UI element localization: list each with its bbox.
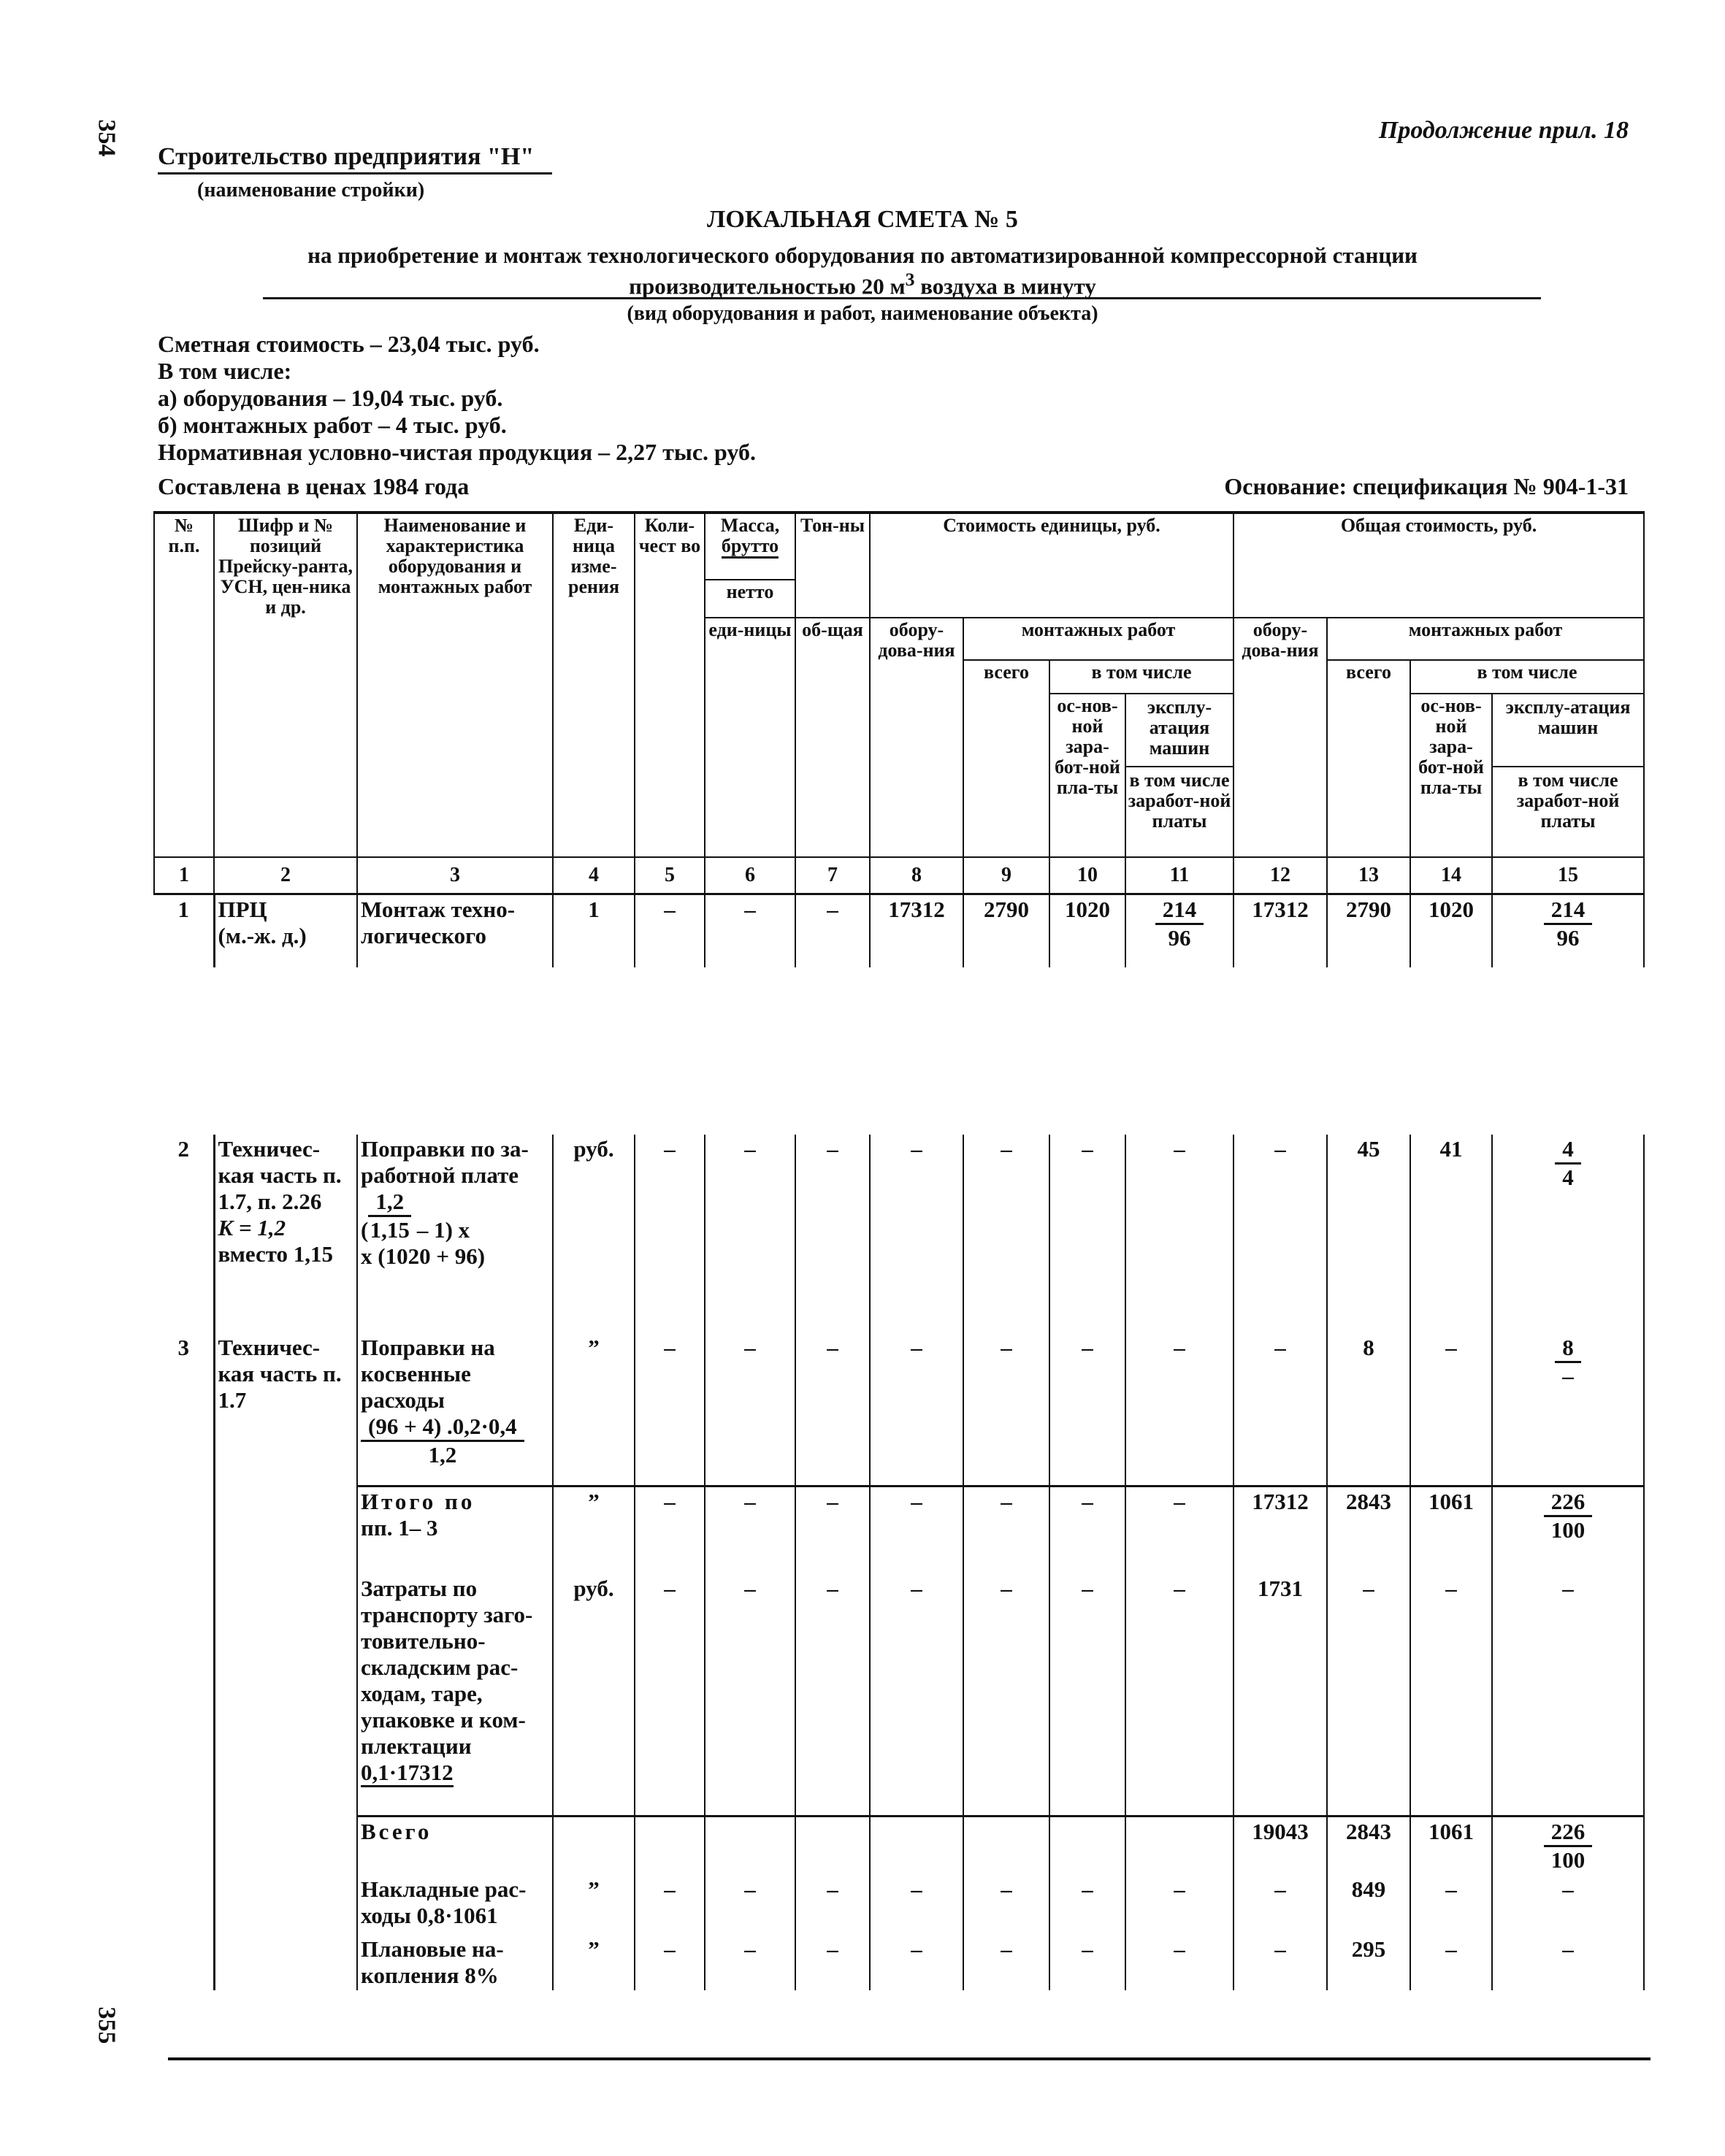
row-wages: –: [1049, 1935, 1125, 1990]
header-total-cost: Общая стоимость, руб.: [1233, 513, 1644, 618]
row-name: [357, 1486, 553, 1574]
estimate-table: [153, 511, 1645, 1990]
row-qty: –: [635, 1935, 705, 1990]
table-row: [154, 1333, 1644, 1486]
row-t-mach-den: 100: [1550, 1847, 1586, 1873]
row-name-a: Поправки по за-работной плате: [361, 1135, 529, 1188]
row-t-inst: 2843: [1327, 1817, 1410, 1876]
row-t-mach: –: [1492, 1574, 1644, 1817]
row-name-frac-den: 1,15: [370, 1216, 410, 1243]
row-t-inst: 2843: [1327, 1486, 1410, 1574]
row-t-mach: [1492, 1817, 1644, 1876]
col-number: 11: [1125, 857, 1233, 894]
row-mach-den: 96: [1168, 925, 1191, 951]
row-code-b: (м.-ж. д.): [218, 923, 307, 948]
row-no: 3: [177, 1334, 189, 1360]
row-t-inst: 295: [1327, 1935, 1410, 1990]
title-line-2-text: производительностью 20 м: [629, 273, 906, 299]
row-t-inst: 2790: [1327, 894, 1410, 967]
col-number: 15: [1492, 857, 1644, 894]
row-mass-total: –: [795, 1135, 870, 1333]
row-t-mach: [1492, 894, 1644, 967]
row-name-a: Монтаж техно-: [361, 897, 516, 922]
row-t-mach-den: 4: [1562, 1164, 1574, 1190]
row-t-mach: –: [1492, 1935, 1644, 1990]
col-number: 12: [1233, 857, 1327, 894]
info-installation: б) монтажных работ – 4 тыс. руб.: [158, 412, 507, 438]
row-equip: 17312: [870, 894, 963, 967]
info-including: В том числе:: [158, 358, 292, 384]
header-t-machines-label: эксплу-атация машин: [1493, 694, 1643, 767]
total-row: [154, 1817, 1644, 1876]
page-number-top: 354: [93, 119, 121, 157]
row-unit: 1: [553, 894, 635, 967]
title-line-2-sup: 3: [905, 269, 915, 290]
row-name-b: логического: [361, 923, 486, 948]
savings-row: [154, 1935, 1644, 1990]
header-mass-brutto: брутто: [722, 535, 779, 559]
row-inst: 2790: [963, 894, 1049, 967]
info-equipment: а) оборудования – 19,04 тыс. руб.: [158, 385, 503, 411]
row-t-mach: [1492, 1135, 1644, 1333]
row-mass-total: –: [795, 1935, 870, 1990]
row-t-mach: –: [1492, 1875, 1644, 1935]
row-name-frac-den: 1,2: [428, 1441, 457, 1468]
row-inst: –: [963, 1486, 1049, 1574]
column-numbers-row: [154, 857, 1644, 894]
row-no: 1: [177, 897, 189, 922]
row-mach: –: [1125, 1486, 1233, 1574]
row-t-mach-frac: [1555, 1335, 1581, 1389]
row-mass-total: –: [795, 1574, 870, 1817]
header-total: всего: [963, 660, 1049, 857]
row-qty: –: [635, 894, 705, 967]
row-equip: –: [870, 1135, 963, 1333]
table-row: [154, 894, 1644, 967]
row-t-inst: 8: [1327, 1333, 1410, 1486]
row-wages: –: [1049, 1486, 1125, 1574]
col-number: 1: [154, 857, 214, 894]
col-number: 8: [870, 857, 963, 894]
header-equipment: обору-дова-ния: [870, 618, 963, 857]
row-t-equip: –: [1233, 1935, 1327, 1990]
row-equip: –: [870, 1333, 963, 1486]
row-t-equip: 19043: [1233, 1817, 1327, 1876]
row-equip: –: [870, 1875, 963, 1935]
header-code: Шифр и № позиций Прейску-ранта, УСН, цен-ника и др.: [214, 513, 357, 857]
row-name: Всего: [357, 1817, 553, 1876]
header-t-installation: монтажных работ: [1327, 618, 1644, 660]
header-tons: Тон-ны: [795, 513, 870, 618]
title-rule: [263, 297, 1541, 299]
title-caption: (вид оборудования и работ, наименование объекта): [627, 302, 1098, 325]
row-inst: –: [963, 1935, 1049, 1990]
row-t-mach-frac: [1544, 1819, 1593, 1873]
row-inst: –: [963, 1574, 1049, 1817]
header-t-equipment: обору-дова-ния: [1233, 618, 1327, 857]
row-mach: –: [1125, 1135, 1233, 1333]
row-mass-unit: –: [705, 1574, 795, 1817]
info-basis: Основание: спецификация № 904-1-31: [1224, 473, 1629, 499]
row-t-equip: –: [1233, 1135, 1327, 1333]
row-name-c: x (1020 + 96): [361, 1243, 486, 1269]
header-mass: [705, 513, 795, 580]
header-unit: Еди-ница изме-рения: [553, 513, 635, 857]
row-name: [357, 1333, 553, 1486]
header-unit-cost: Стоимость единицы, руб.: [870, 513, 1233, 618]
row-qty: –: [635, 1333, 705, 1486]
row-name: [357, 894, 553, 967]
row-t-wages: 1061: [1410, 1486, 1492, 1574]
row-name: Плановые на-копления 8%: [357, 1935, 553, 1990]
page-number-bottom: 355: [93, 2006, 121, 2044]
title-line-2-tail: воздуха в минуту: [914, 273, 1096, 299]
header-t-incl: в том числе: [1410, 660, 1644, 694]
overhead-row: [154, 1875, 1644, 1935]
row-wages: 1020: [1049, 894, 1125, 967]
row-t-mach-den: 100: [1550, 1517, 1586, 1543]
row-mach: [1125, 894, 1233, 967]
row-qty: –: [635, 1574, 705, 1817]
info-cost: Сметная стоимость – 23,04 тыс. руб.: [158, 331, 540, 357]
row-mass-total: –: [795, 1333, 870, 1486]
row-code-k: K = 1,2: [218, 1214, 286, 1240]
header-t-total: всего: [1327, 660, 1410, 857]
col-number: 4: [553, 857, 635, 894]
row-name-calc: 0,1·17312: [361, 1760, 454, 1787]
header-incl: в том числе: [1049, 660, 1233, 694]
row-mach-num: 214: [1155, 897, 1204, 925]
col-number: 2: [214, 857, 357, 894]
row-mass-unit: –: [705, 1935, 795, 1990]
row-code-a: ПРЦ: [218, 897, 267, 922]
table-row: [154, 1135, 1644, 1333]
row-t-mach-den: –: [1562, 1362, 1574, 1389]
row-qty: –: [635, 1875, 705, 1935]
transport-row: [154, 1574, 1644, 1817]
row-t-mach-frac: [1544, 897, 1593, 951]
row-t-wages: 41: [1410, 1135, 1492, 1333]
row-name-b: пп. 1– 3: [361, 1515, 438, 1541]
row-t-mach-num: 4: [1555, 1136, 1581, 1165]
row-t-equip: 17312: [1233, 1486, 1327, 1574]
row-t-mach-frac: [1555, 1136, 1581, 1191]
col-number: 13: [1327, 857, 1410, 894]
row-mach: –: [1125, 1875, 1233, 1935]
row-t-wages: –: [1410, 1574, 1492, 1817]
title-line-2: [0, 269, 1725, 299]
header-qty: Коли-чест во: [635, 513, 705, 857]
row-wages: –: [1049, 1875, 1125, 1935]
row-t-inst: 45: [1327, 1135, 1410, 1333]
organization-name: Строительство предприятия "Н": [158, 143, 552, 174]
document-title: ЛОКАЛЬНАЯ СМЕТА № 5: [707, 206, 1018, 233]
row-inst: –: [963, 1333, 1049, 1486]
row-equip: –: [870, 1486, 963, 1574]
row-mass-total: –: [795, 894, 870, 967]
row-code: [214, 894, 357, 967]
row-t-mach-frac: [1544, 1489, 1593, 1543]
col-number: 14: [1410, 857, 1492, 894]
row-unit: руб.: [553, 1135, 635, 1333]
row-mach: –: [1125, 1333, 1233, 1486]
row-name-a: Поправки на косвенные расходы: [361, 1334, 495, 1413]
row-t-inst: –: [1327, 1574, 1410, 1817]
row-mass-unit: –: [705, 1486, 795, 1574]
row-t-equip: 17312: [1233, 894, 1327, 967]
subtotal-row: [154, 1486, 1644, 1574]
header-mass-unit: еди-ницы: [705, 618, 795, 857]
header-mass-total: об-щая: [795, 618, 870, 857]
header-mass-label: Масса,: [720, 515, 780, 536]
gap-row: [154, 967, 1644, 1135]
row-t-mach-num: 226: [1544, 1819, 1593, 1847]
row-code-c: вместо 1,15: [218, 1240, 334, 1267]
row-mass-total: –: [795, 1875, 870, 1935]
row-t-equip: –: [1233, 1333, 1327, 1486]
row-name-tail: – 1) x: [411, 1216, 470, 1243]
row-t-mach: [1492, 1486, 1644, 1574]
row-mass-unit: –: [705, 894, 795, 967]
title-line-1: на приобретение и монтаж технологического оборудования по автоматизированной компрессорной станции: [307, 242, 1418, 268]
col-number: 9: [963, 857, 1049, 894]
row-t-mach: [1492, 1333, 1644, 1486]
row-unit: ”: [553, 1875, 635, 1935]
row-code-a: Техничес-кая часть п. 1.7, п. 2.26: [218, 1135, 342, 1214]
row-wages: –: [1049, 1574, 1125, 1817]
row-name-a: Затраты по транспорту заго-товительно-складским рас-ходам, таре, упаковке и ком-плектации: [361, 1575, 533, 1759]
row-wages: –: [1049, 1333, 1125, 1486]
col-number: 5: [635, 857, 705, 894]
row-wages: –: [1049, 1135, 1125, 1333]
row-unit: ”: [553, 1486, 635, 1574]
info-prices: Составлена в ценах 1984 года: [158, 473, 470, 499]
header-wages: ос-нов-ной зара-бот-ной пла-ты: [1049, 694, 1125, 857]
row-t-mach-num: 8: [1555, 1335, 1581, 1363]
row-t-wages: 1061: [1410, 1817, 1492, 1876]
row-no: 2: [177, 1135, 189, 1162]
row-t-mach-den: 96: [1556, 925, 1580, 951]
info-normative: Нормативная условно-чистая продукция – 2,27 тыс. руб.: [158, 439, 756, 465]
bottom-rule: [168, 2057, 1651, 2060]
row-mass-unit: –: [705, 1135, 795, 1333]
col-number: 3: [357, 857, 553, 894]
row-t-wages: 1020: [1410, 894, 1492, 967]
row-inst: –: [963, 1875, 1049, 1935]
row-mass-total: –: [795, 1486, 870, 1574]
row-mass-unit: –: [705, 1875, 795, 1935]
row-code: Техничес-кая часть п. 1.7: [214, 1333, 357, 1486]
row-name-frac-num: (96 + 4) .0,2·0,4: [361, 1413, 524, 1442]
row-name: Поправки по за-работной плате ( $\frac{1,2}{1,15}$ – 1) x x (1020 + 96): [357, 1135, 553, 1333]
row-t-mach-num: 226: [1544, 1489, 1593, 1517]
col-number: 10: [1049, 857, 1125, 894]
header-machines-wages: в том числе заработ-ной платы: [1128, 770, 1231, 832]
row-name-a: Итого по: [361, 1489, 475, 1514]
row-t-mach-num: 214: [1544, 897, 1593, 925]
row-mass-unit: –: [705, 1333, 795, 1486]
row-name: [357, 1574, 553, 1817]
header-name: Наименование и характеристика оборудования и монтажных работ: [357, 513, 553, 857]
header-t-machines-wages: в том числе заработ-ной платы: [1516, 770, 1620, 832]
row-equip: –: [870, 1574, 963, 1817]
col-number: 7: [795, 857, 870, 894]
row-t-inst: 849: [1327, 1875, 1410, 1935]
row-t-wages: –: [1410, 1333, 1492, 1486]
header-installation: монтажных работ: [963, 618, 1233, 660]
row-unit: руб.: [553, 1574, 635, 1817]
row-mach: –: [1125, 1935, 1233, 1990]
row-code: [214, 1135, 357, 1333]
row-t-equip: –: [1233, 1875, 1327, 1935]
row-name: Накладные рас-ходы 0,8·1061: [357, 1875, 553, 1935]
row-t-equip: 1731: [1233, 1574, 1327, 1817]
row-unit: ”: [553, 1333, 635, 1486]
header-machines: [1125, 694, 1233, 857]
row-t-wages: –: [1410, 1935, 1492, 1990]
header-mass-netto: нетто: [705, 580, 795, 618]
row-name-frac: [368, 1189, 411, 1243]
row-unit: ”: [553, 1935, 635, 1990]
row-qty: –: [635, 1135, 705, 1333]
row-t-wages: –: [1410, 1875, 1492, 1935]
row-name-frac-num: 1,2: [368, 1189, 411, 1217]
row-mach-frac: [1155, 897, 1204, 951]
header-t-wages: ос-нов-ной зара-бот-ной пла-ты: [1410, 694, 1492, 857]
row-equip: –: [870, 1935, 963, 1990]
header-t-machines: [1492, 694, 1644, 857]
organization-caption: (наименование стройки): [197, 179, 425, 202]
continuation-label: Продолжение прил. 18: [1378, 117, 1629, 144]
row-mach: –: [1125, 1574, 1233, 1817]
header-no: № п.п.: [154, 513, 214, 857]
row-qty: –: [635, 1486, 705, 1574]
col-number: 6: [705, 857, 795, 894]
row-inst: –: [963, 1135, 1049, 1333]
header-machines-label: эксплу-атация машин: [1126, 694, 1233, 767]
row-name-frac: [361, 1413, 524, 1468]
